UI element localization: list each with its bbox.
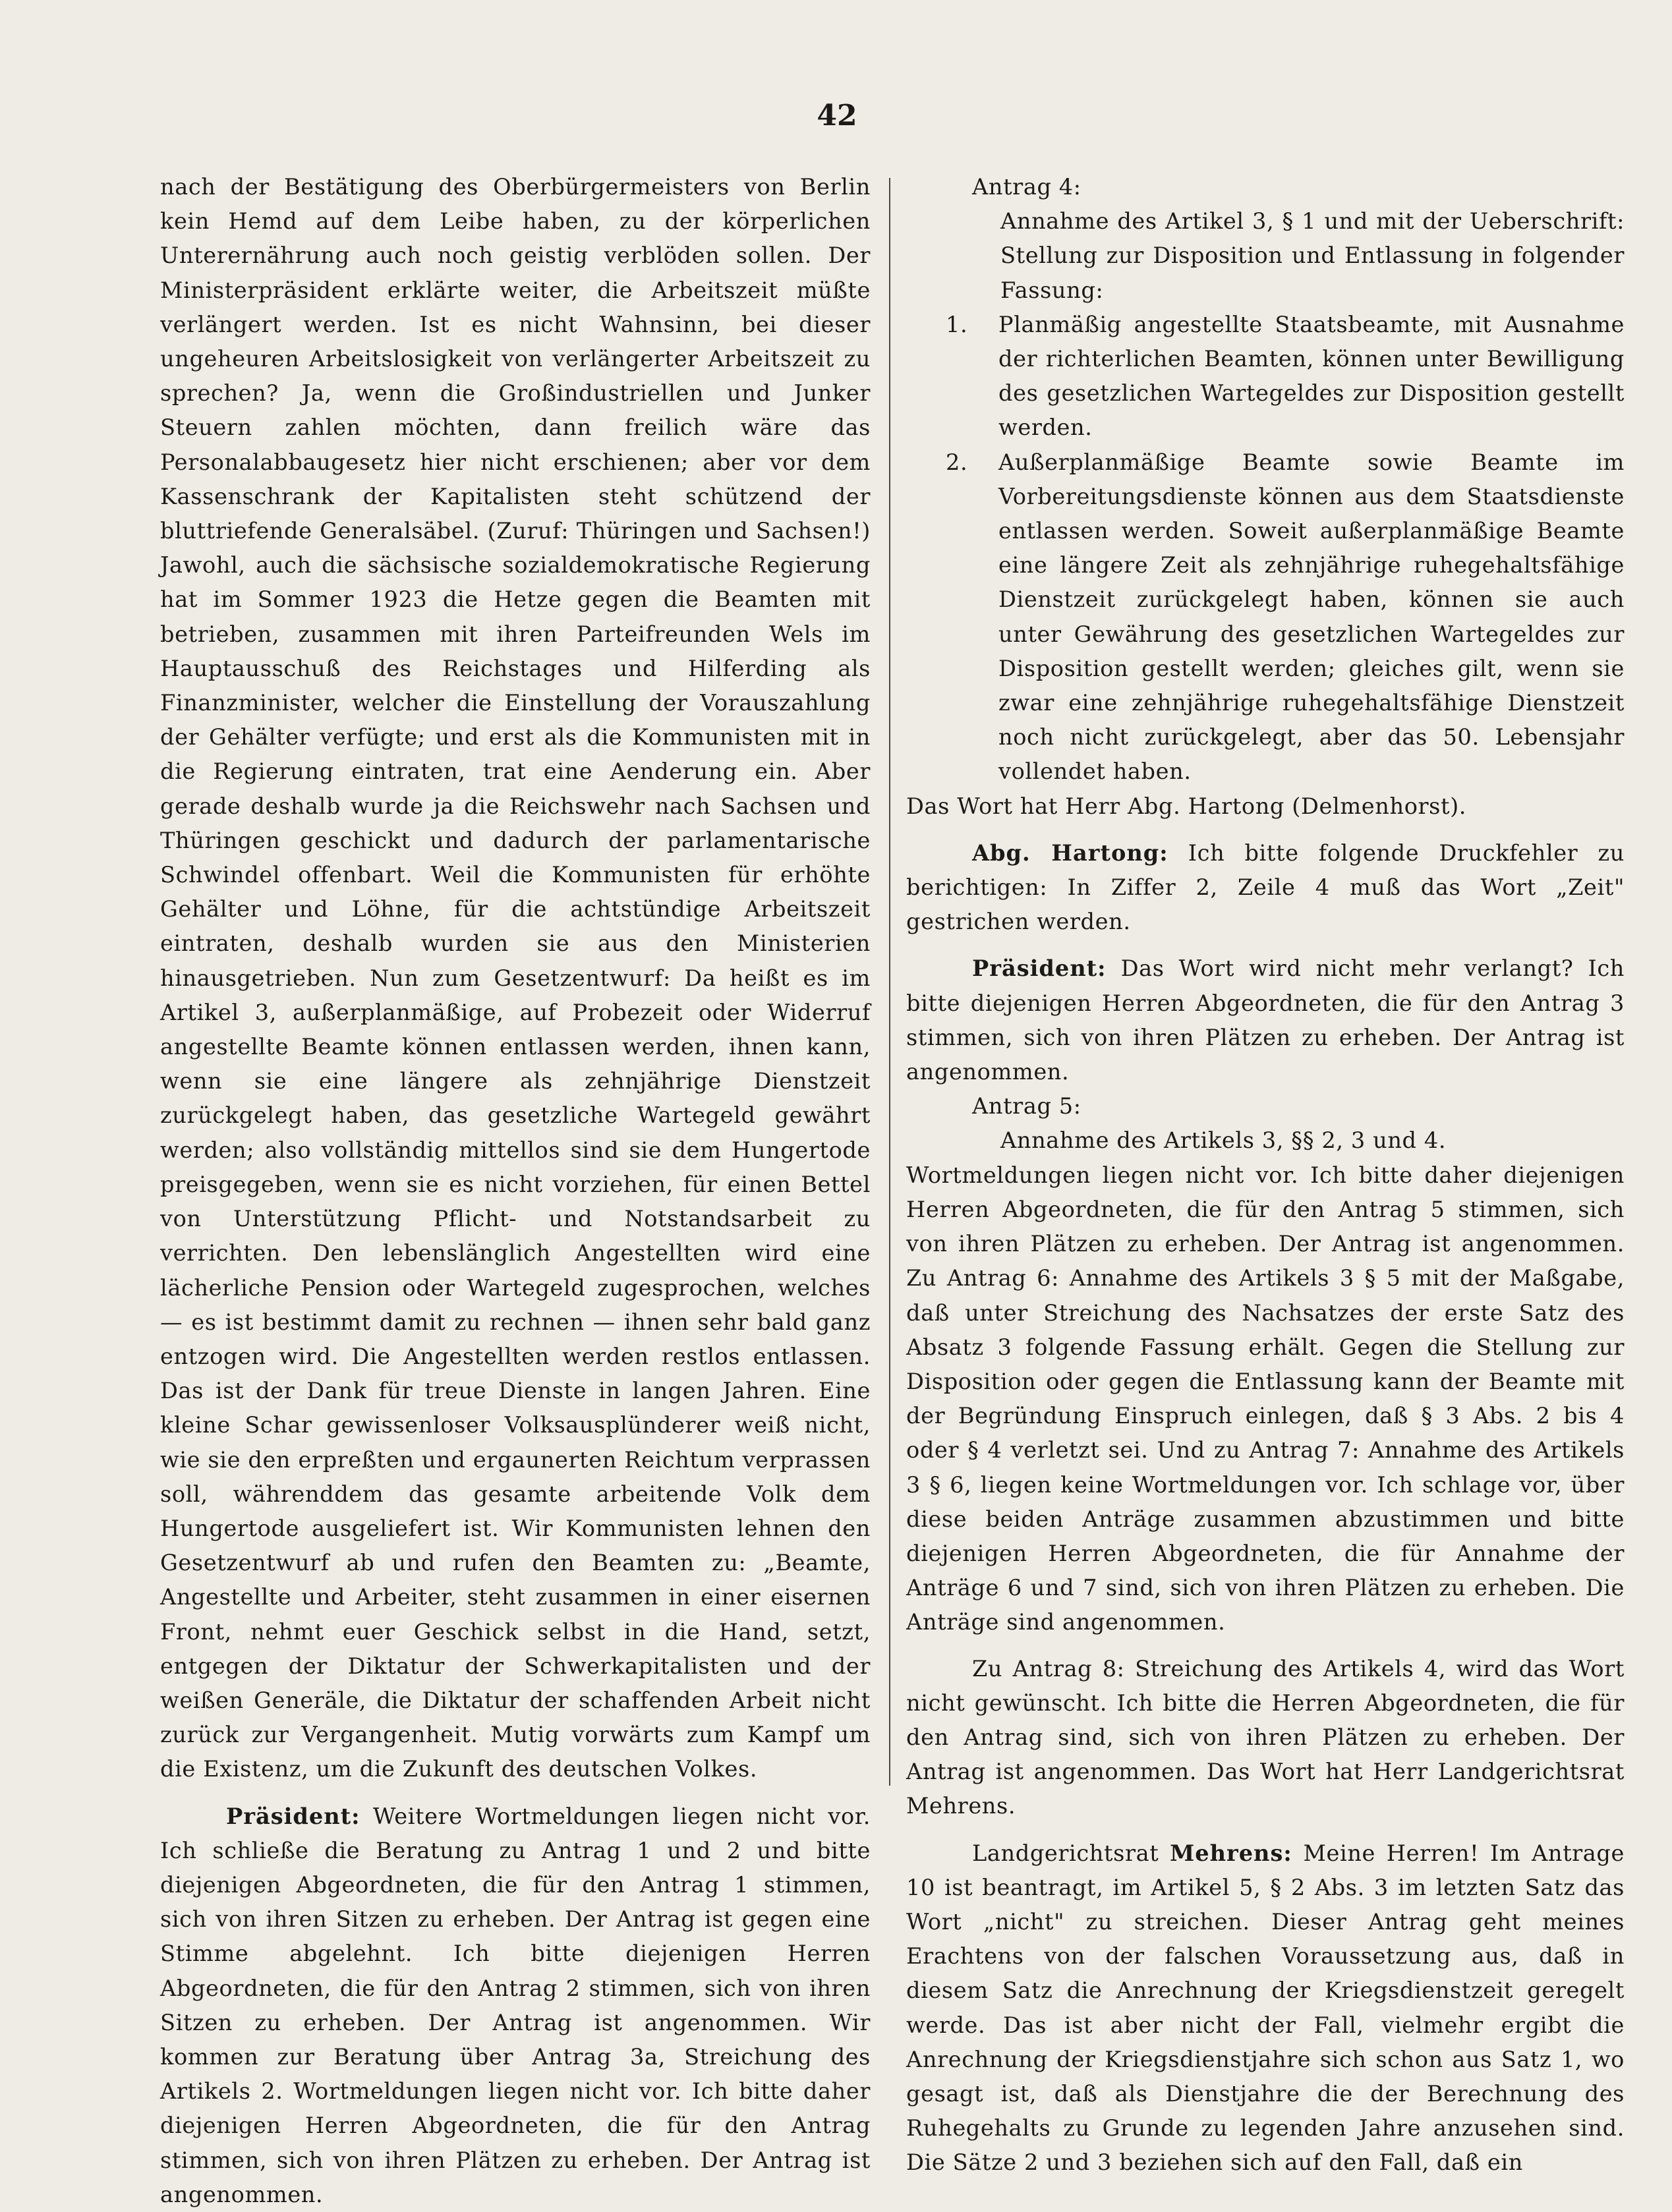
speaker-name: Präsident: (226, 1802, 360, 1829)
floor-given-hartong: Das Wort hat Herr Abg. Hartong (Delmenhorst). (906, 793, 1467, 819)
antrag-8-paragraph: Zu Antrag 8: Streichung des Artikels 4, wird das Wort nicht gewünscht. Ich bitte die Herren Abgeordneten, die für den Antrag sind, sich von ihren Plätzen zu erheben. Der Antrag ist angenommen. Das Wort hat Herr Landgerichtsrat Mehrens. (906, 1655, 1625, 1819)
mehrens-statement (906, 1836, 1625, 2180)
speaker-name: Präsident: (972, 955, 1107, 982)
hartong-statement (906, 836, 1625, 940)
list-item-number: 2. (946, 449, 968, 475)
antrag-5-text: Annahme des Artikels 3, §§ 2, 3 und 4. (1000, 1127, 1447, 1154)
speech-continuation: nach der Bestätigung des Oberbürgermeisters von Berlin kein Hemd auf dem Leibe haben, zu der körperlichen Unterernährung auch noch geistig verblöden sollen. Der Ministerpräsident erklärte weiter, die Arbeitszeit müßte verlängert werden. Ist es nicht Wahnsinn, bei dieser ungeheuren Arbeitslosigkeit von verlängerter Arbeitszeit zu sprechen? Ja, wenn die Großindustriellen und Junker Steuern zahlen möchten, dann freilich wäre das Personalabbaugesetz hier nicht erschienen; aber vor dem Kassenschrank der Kapitalisten steht schützend der bluttriefende Generalsäbel. (Zuruf: Thüringen und Sachsen!) Jawohl, auch die sächsische sozialdemokratische Regierung hat im Sommer 1923 die Hetze gegen die Beamten mit betrieben, zusammen mit ihren Parteifreunden Wels im Hauptausschuß des Reichstages und Hilferding als Finanzminister, welcher die Einstellung der Vorauszahlung der Gehälter verfügte; und erst als die Kommunisten mit in die Regierung eintraten, trat eine Aenderung ein. Aber gerade deshalb wurde ja die Reichswehr nach Sachsen und Thüringen geschickt und dadurch der parlamentarische Schwindel offenbart. Weil die Kommunisten für erhöhte Gehälter und Löhne, für die achtstündige Arbeitszeit eintraten, deshalb wurden sie aus den Ministerien hinausgetrieben. Nun zum Gesetzentwurf: Da heißt es im Artikel 3, außerplanmäßige, auf Probezeit oder Widerruf angestellte Beamte können entlassen werden, ihnen kann, wenn sie eine längere als zehnjährige Dienstzeit zurückgelegt haben, das gesetzliche Wartegeld gewährt werden; also vollständig mittellos sind sie dem Hungertode preisgegeben, wenn sie es nicht vorziehen, für einen Bettel von Unterstützung Pflicht- und Notstandsarbeit zu verrichten. Den lebenslänglich Angestellten wird eine lächerliche Pension oder Wartegeld zugesprochen, welches — es ist bestimmt damit zu rechnen — ihnen sehr bald ganz entzogen wird. Die Angestellten werden restlos entlassen. Das ist der Dank für treue Dienste in langen Jahren. Eine kleine Schar gewissenloser Volksausplünderer weiß nicht, wie sie den erpreßten und ergaunerten Reichtum verprassen soll, währenddem das gesamte arbeitende Volk dem Hungertode ausgeliefert ist. Wir Kommunisten lehnen den Gesetzentwurf ab und rufen den Beamten zu: „Beamte, Angestellte und Arbeiter, steht zusammen in einer eisernen Front, nehmt euer Geschick selbst in die Hand, setzt, entgegen der Diktatur der Schwerkapitalisten und der weißen Generäle, die Diktatur der schaffenden Arbeit nicht zurück zur Vergangenheit. Mutig vorwärts zum Kampf um die Existenz, um die Zukunft des deutschen Volkes. (160, 174, 871, 1782)
speaker-title: Landgerichtsrat (972, 1840, 1170, 1866)
president-statement (906, 951, 1625, 1089)
president-statement (160, 1799, 871, 2212)
speech-text: Ich bitte folgende Druckfehler zu berichtigen: In Ziffer 2, Zeile 4 muß das Wort „Zeit" gestrichen werden. (906, 839, 1625, 935)
speaker-name: Abg. Hartong: (972, 839, 1168, 866)
list-item-text: Planmäßig angestellte Staatsbeamte, mit Ausnahme der richterlichen Beamten, können unter Bewilligung des gesetzlichen Wartegeldes zur Disposition gestellt werden. (998, 311, 1625, 441)
antrag-4-label: Antrag 4: (972, 174, 1081, 200)
list-item-text: Außerplanmäßige Beamte sowie Beamte im Vorbereitungsdienste können aus dem Staatsdienste entlassen werden. Soweit außerplanmäßige Beamte eine längere Zeit als zehnjährige ruhegehaltsfähige Dienstzeit zurückgelegt haben, können sie auch unter Gewährung des gesetzlichen Wartegeldes zur Disposition gestellt werden; gleiches gilt, wenn sie zwar eine zehnjährige ruhegehaltsfähige Dienstzeit noch nicht zurückgelegt, aber das 50. Lebensjahr vollendet haben. (998, 449, 1625, 785)
president-continuation: Wortmeldungen liegen nicht vor. Ich bitte daher diejenigen Herren Abgeordneten, die für den Antrag 5 stimmen, sich von ihren Plätzen zu erheben. Der Antrag ist angenommen. Zu Antrag 6: Annahme des Artikels 3 § 5 mit der Maßgabe, daß unter Streichung des Nachsatzes der erste Satz des Absatz 3 folgende Fassung erhält. Gegen die Stellung zur Disposition oder gegen die Entlassung kann der Beamte mit der Begründung Einspruch einlegen, daß § 3 Abs. 2 bis 4 oder § 4 verletzt sei. Und zu Antrag 7: Annahme des Artikels 3 § 6, liegen keine Wortmeldungen vor. Ich schlage vor, über diese beiden Anträge zusammen abzustimmen und bitte diejenigen Herren Abgeordneten, die für Annahme der Anträge 6 und 7 sind, sich von ihren Plätzen zu erheben. Die Anträge sind angenommen. (906, 1162, 1625, 1635)
speech-text: Weitere Wortmeldungen liegen nicht vor. Ich schließe die Beratung zu Antrag 1 und 2 und bitte diejenigen Abgeordneten, die für den Antrag 1 stimmen, sich von ihren Sitzen zu erheben. Der Antrag ist gegen eine Stimme abgelehnt. Ich bitte diejenigen Herren Abgeordneten, die für den Antrag 2 stimmen, sich von ihren Sitzen zu erheben. Der Antrag ist angenommen. Wir kommen zur Beratung über Antrag 3a, Streichung des Artikels 2. Wortmeldungen liegen nicht vor. Ich bitte daher diejenigen Herren Abgeordneten, die für den Antrag stimmen, sich von ihren Plätzen zu erheben. Der Antrag ist angenommen. (160, 1803, 871, 2207)
list-item-number: 1. (946, 311, 968, 337)
speaker-name: Mehrens: (1170, 1839, 1292, 1866)
column-divider (889, 178, 890, 1786)
antrag-5-label: Antrag 5: (972, 1093, 1081, 1120)
page-number: 42 (817, 99, 857, 132)
right-column (906, 170, 1625, 2180)
speech-text: Meine Herren! Im Antrage 10 ist beantragt, im Artikel 5, § 2 Abs. 3 im letzten Satz das Wort „nicht" zu streichen. Dieser Antrag geht meines Erachtens von der falschen Voraussetzung aus, daß in diesem Satz die Anrechnung der Kriegsdienstzeit geregelt werde. Das ist aber nicht der Fall, vielmehr ergibt die Anrechnung der Kriegsdienstjahre sich schon aus Satz 1, wo gesagt ist, daß als Dienstjahre die der Berechnung des Ruhegehalts zu Grunde zu legenden Jahre anzusehen sind. Die Sätze 2 und 3 beziehen sich auf den Fall, daß ein (906, 1840, 1625, 2176)
speech-text: Das Wort wird nicht mehr verlangt? Ich bitte diejenigen Herren Abgeordneten, die für den Antrag 3 stimmen, sich von ihren Plätzen zu erheben. Der Antrag ist angenommen. (906, 955, 1625, 1085)
list-item (906, 308, 1625, 445)
left-column (160, 170, 871, 2212)
list-item (906, 445, 1625, 789)
antrag-4-text: Annahme des Artikel 3, § 1 und mit der Ueberschrift: Stellung zur Disposition und Entlassung in folgender Fassung: (1000, 208, 1625, 303)
